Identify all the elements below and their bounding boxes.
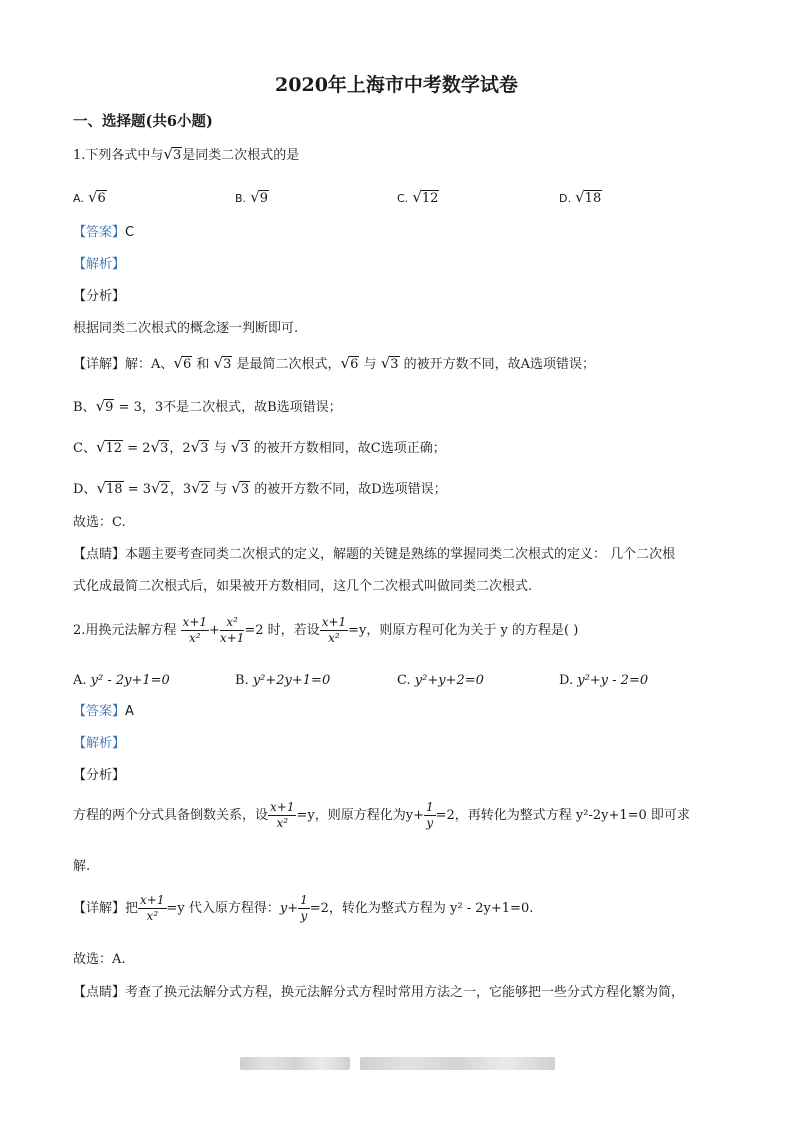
- line-text: D、: [73, 482, 97, 497]
- fraction-denominator: x+1: [219, 631, 245, 645]
- fraction-numerator: x+1: [270, 800, 295, 814]
- q1-line-c: C、√12 = 2√3，2√3 与 √3 的被开方数相同，故C选项正确；: [73, 438, 446, 456]
- q2-fenxi-line: [73, 800, 690, 842]
- option-label: A.: [73, 673, 87, 688]
- fraction-denominator: x²: [276, 816, 289, 830]
- detail-text: 是最简二次根式，: [236, 357, 341, 372]
- q1-fenxi-tag: 【分析】: [73, 289, 126, 304]
- plus-sign: +: [209, 623, 220, 638]
- fenxi-text: =2，再转化为整式方程 y²-2y+1=0 即可求: [435, 808, 690, 823]
- line-text: ，3不是二次根式，故B选项错误；: [141, 400, 342, 415]
- q1-stem-radicand: 3: [172, 148, 182, 163]
- q2-stem-text: 2.用换元法解方程: [73, 623, 177, 638]
- detail-tag: 【详解】: [73, 357, 126, 372]
- q1-dianjing-2: 式化成最简二次根式后，如果被开方数相同，这几个二次根式叫做同类二次根式.: [73, 579, 533, 594]
- q1-dianjing-1: [73, 546, 675, 564]
- option-text: y²+2y+1=0: [252, 673, 331, 688]
- option-label: C.: [397, 673, 411, 688]
- q2-fenxi-tag: 【分析】: [73, 768, 126, 783]
- q2-option-b: [235, 672, 330, 690]
- q2-fraction-3: [320, 615, 348, 646]
- line-text: ，3: [169, 482, 192, 497]
- q1-stem-text-b: 是同类二次根式的是: [182, 148, 300, 163]
- dianjing-text: 考查了换元法解分式方程，换元法解分式方程时常用方法之一，它能够把一些分式方程化繁为简，: [125, 985, 685, 1000]
- detail-text: 的被开方数不同，故A选项错误；: [403, 357, 596, 372]
- option-label: B.: [235, 673, 249, 688]
- q1-analysis-tag: 【解析】: [73, 257, 126, 272]
- q2-detail-fraction: [138, 893, 166, 924]
- dianjing-tag: 【点睛】: [73, 985, 126, 1000]
- detail-text: =y 代入原方程得：: [166, 901, 280, 916]
- q1-line-b: B、√9 = 3，3不是二次根式，故B选项错误；: [73, 397, 342, 415]
- q2-stem-text: =y，则原方程可化为关于 y 的方程是( ): [348, 623, 579, 638]
- line-text: = 3: [127, 482, 151, 497]
- section-heading: 一、选择题(共6小题): [73, 113, 213, 130]
- q2-fraction-1: [181, 615, 209, 646]
- fraction-numerator: 1: [300, 893, 308, 907]
- fraction-numerator: x+1: [182, 615, 208, 629]
- q1-line-d: D、√18 = 3√2，3√2 与 √3 的被开方数不同，故D选项错误；: [73, 479, 447, 497]
- q1-option-d: D. √18: [559, 188, 602, 206]
- option-text: y² - 2y+1=0: [90, 673, 170, 688]
- line-text: 的被开方数相同，故C选项正确；: [253, 441, 446, 456]
- detail-tag: 【详解】: [73, 901, 126, 916]
- q1-stem: 1.下列各式中与√3是同类二次根式的是: [73, 145, 300, 163]
- dianjing-text: 本题主要考查同类二次根式的定义，解题的关键是熟练的掌握同类二次根式的定义： 几个二次根: [125, 547, 676, 562]
- option-label: D.: [559, 673, 574, 688]
- q1-answer: [73, 224, 134, 242]
- q1-option-c: C. √12: [397, 188, 439, 206]
- fraction-numerator: x²: [220, 615, 244, 631]
- detail-text: 把: [125, 901, 139, 916]
- q2-detail: [73, 893, 533, 935]
- line-text: 的被开方数不同，故D选项错误；: [254, 482, 447, 497]
- line-text: C、: [73, 441, 96, 456]
- line-text: 与: [214, 482, 228, 497]
- option-label: D.: [559, 192, 571, 205]
- fraction-denominator: x²: [188, 631, 201, 645]
- fraction-numerator: x+1: [321, 615, 347, 629]
- option-radicand: 6: [97, 191, 106, 206]
- detail-text: y+: [279, 901, 299, 916]
- q2-choose: 故选：A.: [73, 952, 126, 967]
- q1-option-b: B. √9: [235, 188, 269, 206]
- q2-fenxi-fraction: [268, 800, 296, 831]
- q2-detail-reciprocal: [298, 893, 310, 924]
- q1-option-a: A. √6: [73, 188, 106, 206]
- detail-text: =2，转化为整式方程为 y² - 2y+1=0.: [309, 901, 534, 916]
- fraction-denominator: y: [426, 816, 434, 830]
- option-text: y²+y - 2=0: [577, 673, 649, 688]
- detail-text: 解：A、: [125, 357, 174, 372]
- footer-watermark: [240, 1057, 350, 1070]
- fraction-numerator: 1: [425, 800, 434, 814]
- fraction-denominator: y: [300, 909, 308, 923]
- q1-fenxi-text: 根据同类二次根式的概念逐一判断即可.: [73, 321, 299, 336]
- line-text: ，2: [169, 441, 191, 456]
- option-label: B.: [235, 192, 247, 205]
- q2-dianjing-1: [73, 984, 684, 1002]
- q1-choose: 故选：C.: [73, 515, 126, 530]
- q2-option-d: [559, 672, 648, 690]
- option-label: A.: [73, 192, 84, 205]
- fenxi-text: =y，则原方程化为y+: [296, 808, 424, 823]
- q2-fraction-2: [220, 615, 244, 646]
- line-text: 与: [213, 441, 227, 456]
- line-text: = 3: [118, 400, 142, 415]
- q2-fenxi-reciprocal: [424, 800, 436, 831]
- answer-value: C: [125, 225, 135, 240]
- detail-text: 和: [196, 357, 210, 372]
- q2-stem: [73, 615, 578, 655]
- dianjing-tag: 【点睛】: [73, 547, 126, 562]
- detail-text: 与: [363, 357, 377, 372]
- fraction-denominator: x²: [328, 631, 340, 645]
- q2-option-c: [397, 672, 484, 690]
- option-radicand: 12: [421, 191, 439, 206]
- footer-watermark-2: [360, 1057, 555, 1070]
- option-text: y²+y+2=0: [414, 673, 484, 688]
- q2-stem-text: =2 时，若设: [244, 623, 320, 638]
- fraction-numerator: x+1: [140, 893, 165, 907]
- option-radicand: 18: [584, 191, 602, 206]
- q2-answer: [73, 703, 134, 721]
- fenxi-text: 方程的两个分式具备倒数关系，设: [73, 808, 269, 823]
- answer-tag: 【答案】: [73, 704, 126, 719]
- option-radicand: 9: [259, 191, 269, 206]
- fraction-denominator: x²: [146, 909, 159, 923]
- line-text: = 2: [127, 441, 151, 456]
- q2-fenxi-end: 解.: [73, 859, 91, 874]
- answer-tag: 【答案】: [73, 225, 126, 240]
- option-label: C.: [397, 192, 409, 205]
- line-text: B、: [73, 400, 96, 415]
- q2-analysis-tag: 【解析】: [73, 736, 126, 751]
- answer-value: A: [125, 704, 134, 719]
- q1-stem-text-a: 1.下列各式中与: [73, 148, 164, 163]
- page-title: 2020年上海市中考数学试卷: [275, 74, 518, 96]
- q2-option-a: [73, 672, 170, 690]
- q1-detail: 【详解】解：A、√6 和 √3 是最简二次根式，√6 与 √3 的被开方数不同，故A选项错误；: [73, 354, 596, 372]
